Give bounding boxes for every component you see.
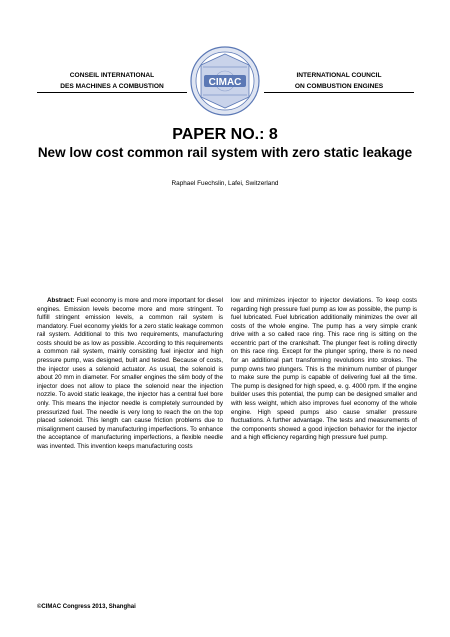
header-right — [264, 71, 414, 93]
abstract-left-column — [37, 297, 223, 451]
abstract-text-left: Fuel economy is more and more important for diesel engines. Emission levels become more and more stringent. To fulfill stringent emission levels, a common rail system is mandatory. Fuel economy yields for a zero static leakage common rail system. Additional to this two requirements, manufacturing costs should be as low as possible. According to this requirements a common rail system, mainly consisting fuel injector and high pressure pump, was designed, built and tested. Because of costs, the injector uses a solenoid actuator. As usual, the solenoid is about 20 mm in diameter. For smaller engines the slim body of the injector does not allow to place the solenoid near the injection nozzle. To avoid static leakage, the injector has a central fuel bore only. This means the injector needle is completely surrounded by pressurized fuel. The needle is very long to reach the on the top placed solenoid. This length can cause friction problems due to misalignment caused by manufacturing imperfections. To enhance the acceptance of manufacturing imperfections, a flexible needle was invented. This invention keeps manufacturing costs — [37, 297, 224, 450]
cimac-logo — [189, 45, 261, 117]
header-left-line1: CONSEIL INTERNATIONAL — [69, 72, 155, 79]
footer-copyright: ©CIMAC Congress 2013, Shanghai — [37, 604, 136, 610]
paper-authors: Raphael Fuechslin, Lafei, Switzerland — [171, 180, 279, 187]
header-right-line1: INTERNATIONAL COUNCIL — [296, 72, 382, 79]
abstract-label: Abstract: — [47, 297, 75, 304]
header-left-line2: DES MACHINES A COMBUSTION — [37, 82, 187, 93]
header-left — [37, 71, 187, 93]
paper-title: New low cost common rail system with zero static leakage — [37, 145, 413, 160]
abstract-text-right: low and minimizes injector to injector deviations. To keep costs regarding high pressure fuel pump as low as possible, the pump is fuel lubricated. Fuel lubrication additionally minimizes the over all costs of the whole engine. The pump has a very simple crank drive with a so called race ring. This race ring is sitting on the eccentric part of the crankshaft. The plunger feet is rolling directly on this race ring. Except for the plunger spring, there is no need for an additional part transforming revolutions into strokes. The pump owns two plungers. This is the minimum number of plunger to make sure the pump is capable of delivering fuel all the time. The pump is designed for high speed, e. g. 4000 rpm. If the engine builder uses this potential, the pump can be designed smaller and with less weight, which also improves fuel economy of the whole engine. High speed pumps also cause smaller pressure fluctuations. A further advantage. The tests and measurements of the components showed a good injection behavior for the injector and a high efficiency regarding high pressure fuel pump. — [231, 297, 417, 442]
logo-wordmark: CIMAC — [208, 76, 242, 88]
paper-number: PAPER NO.: 8 — [172, 126, 278, 143]
abstract-right-column — [231, 297, 417, 443]
header-right-line2: ON COMBUSTION ENGINES — [264, 82, 414, 93]
